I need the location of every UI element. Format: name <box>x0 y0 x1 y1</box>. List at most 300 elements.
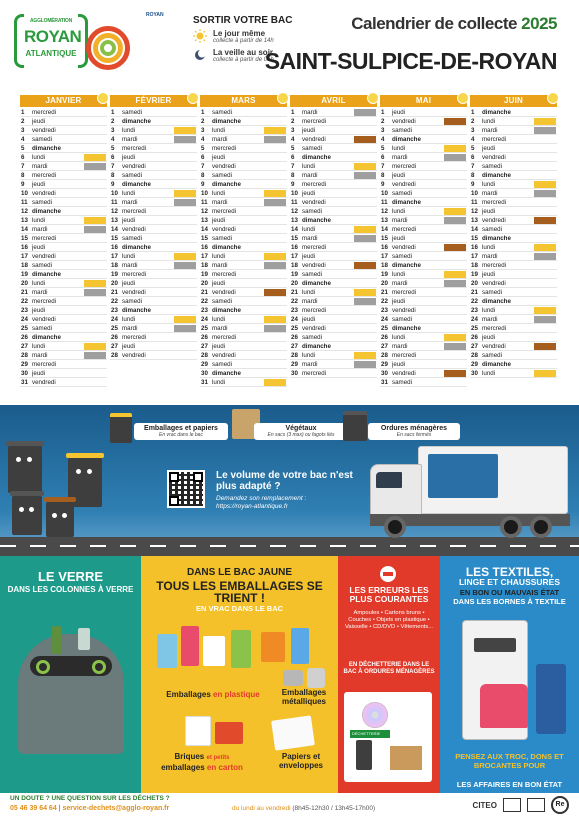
no-collection <box>354 280 376 287</box>
day-number: 21 <box>471 288 478 296</box>
yellow-bin-collection <box>174 190 196 197</box>
month-name: AVRIL <box>321 96 346 105</box>
calendar-day <box>110 108 197 117</box>
day-number: 17 <box>381 252 388 260</box>
day-number: 16 <box>471 243 478 251</box>
calendar-day <box>110 153 197 162</box>
tag-subtitle: En sacs fermés <box>396 432 432 438</box>
no-collection <box>174 181 196 188</box>
day-name: samedi <box>482 351 502 359</box>
day-number: 23 <box>291 306 298 314</box>
no-collection <box>444 226 466 233</box>
day-number: 2 <box>201 117 205 125</box>
calendar-day <box>20 351 107 360</box>
day-name: jeudi <box>392 171 406 179</box>
day-number: 20 <box>471 279 478 287</box>
calendar-day <box>380 306 467 315</box>
city-name: SAINT-SULPICE-DE-ROYAN <box>264 48 557 74</box>
calendar-day <box>380 207 467 216</box>
day-name: lundi <box>32 216 46 224</box>
bin-lid <box>66 453 104 458</box>
day-name: lundi <box>122 126 136 134</box>
header <box>0 0 579 92</box>
no-collection <box>84 316 106 323</box>
panel-textiles <box>440 556 579 793</box>
day-number: 2 <box>21 117 25 125</box>
calendar-day <box>380 270 467 279</box>
textile-bin-slot <box>474 638 516 652</box>
no-collection <box>84 145 106 152</box>
day-number: 18 <box>471 261 478 269</box>
calendar-day <box>200 198 287 207</box>
day-number: 26 <box>21 333 28 341</box>
jar-icon <box>78 628 90 650</box>
day-number: 5 <box>291 144 295 152</box>
no-collection <box>264 172 286 179</box>
day-number: 23 <box>471 306 478 314</box>
calendar-day <box>110 180 197 189</box>
calendar-day <box>380 126 467 135</box>
calendar-day <box>20 189 107 198</box>
no-collection <box>444 181 466 188</box>
day-name: vendredi <box>32 315 56 323</box>
no-collection <box>174 244 196 251</box>
day-number: 7 <box>21 162 25 170</box>
day-name: dimanche <box>32 144 61 152</box>
day-name: mardi <box>122 198 138 206</box>
sortir-item <box>193 29 301 45</box>
day-number: 11 <box>201 198 208 206</box>
calendar-day <box>20 297 107 306</box>
day-number: 24 <box>471 315 478 323</box>
no-collection <box>264 163 286 170</box>
day-number: 3 <box>381 126 385 134</box>
sortir-detail: collecte à partir de 05h <box>213 57 274 63</box>
day-number: 20 <box>291 279 298 287</box>
yellow-bin-collection <box>264 190 286 197</box>
calendar-day <box>380 324 467 333</box>
tag-vegetaux <box>254 423 348 440</box>
calendar-day <box>470 279 557 288</box>
day-number: 26 <box>381 333 388 341</box>
calendar-day <box>380 108 467 117</box>
day-name: jeudi <box>32 369 46 377</box>
yellow-bin-collection <box>264 379 286 386</box>
day-name: mercredi <box>302 369 327 377</box>
day-name: lundi <box>122 189 136 197</box>
day-name: jeudi <box>122 153 136 161</box>
no-collection <box>264 244 286 251</box>
calendar-title <box>351 14 557 34</box>
calendar-day <box>200 234 287 243</box>
day-number: 12 <box>21 207 28 215</box>
day-number: 14 <box>201 225 208 233</box>
calendar-day <box>200 171 287 180</box>
day-number: 8 <box>471 171 475 179</box>
day-number: 30 <box>201 369 208 377</box>
qr-corner <box>193 472 203 482</box>
calendar-day <box>380 297 467 306</box>
calendar-day <box>380 153 467 162</box>
logo-bottom-text: ATLANTIQUE <box>25 49 77 58</box>
calendar-day <box>20 306 107 315</box>
no-collection <box>174 343 196 350</box>
no-collection <box>84 253 106 260</box>
calendar-day <box>290 279 377 288</box>
errors-illustration <box>344 692 432 782</box>
day-name: mercredi <box>302 243 327 251</box>
no-collection <box>264 217 286 224</box>
volume-link[interactable]: https://royan-atlantique.fr <box>216 503 288 510</box>
calendar-day <box>380 171 467 180</box>
day-number: 19 <box>21 270 28 278</box>
cardboard-box-icon <box>390 746 422 770</box>
day-name: mercredi <box>302 117 327 125</box>
label-cartons-b: et petits <box>206 755 230 761</box>
calendar-day <box>110 243 197 252</box>
bin-lid <box>44 497 76 502</box>
sortir-detail: collecte à partir de 14h <box>213 38 274 44</box>
day-name: dimanche <box>392 198 421 206</box>
day-number: 28 <box>111 351 118 359</box>
grey-bin-collection <box>534 127 556 134</box>
grey-bin-collection <box>444 217 466 224</box>
no-collection <box>354 370 376 377</box>
calendar-day <box>470 369 557 378</box>
label-plastic-b: en plastique <box>213 690 260 699</box>
panel-yellow-title: DANS LE BAC JAUNE <box>186 567 292 578</box>
panel-glass-subtitle: DANS LES COLONNES À VERRE <box>7 585 134 594</box>
day-number: 8 <box>111 171 115 179</box>
jeans-icon <box>536 664 566 734</box>
no-collection <box>354 118 376 125</box>
calendar-day <box>290 171 377 180</box>
day-number: 6 <box>111 153 115 161</box>
day-name: mercredi <box>482 198 507 206</box>
calendar-day <box>200 207 287 216</box>
day-name: vendredi <box>122 225 146 233</box>
calendar-day <box>200 135 287 144</box>
no-collection <box>444 361 466 368</box>
panel-yellow-bin <box>141 556 338 793</box>
no-collection <box>174 208 196 215</box>
calendar-day <box>20 342 107 351</box>
day-name: jeudi <box>32 117 46 125</box>
day-name: dimanche <box>302 342 331 350</box>
grey-bin-collection <box>354 109 376 116</box>
day-name: samedi <box>482 288 502 296</box>
day-number: 23 <box>111 306 118 314</box>
day-name: mercredi <box>392 288 417 296</box>
day-name: dimanche <box>212 180 241 188</box>
yellow-bin-collection <box>174 127 196 134</box>
day-number: 11 <box>291 198 298 206</box>
footer <box>0 793 579 819</box>
no-collection <box>174 289 196 296</box>
tag-title: Ordures ménagères <box>380 425 448 432</box>
day-number: 15 <box>21 234 28 242</box>
day-number: 29 <box>201 360 208 368</box>
no-collection <box>534 262 556 269</box>
no-collection <box>84 118 106 125</box>
no-collection <box>84 181 106 188</box>
no-collection <box>84 172 106 179</box>
sun-icon <box>187 92 199 104</box>
day-number: 12 <box>471 207 478 215</box>
day-name: vendredi <box>392 369 416 377</box>
calendar-day <box>20 198 107 207</box>
day-name: samedi <box>482 225 502 233</box>
green-waste-collection <box>354 262 376 269</box>
day-name: mardi <box>392 279 408 287</box>
day-number: 17 <box>471 252 478 260</box>
grey-bin-collection <box>174 199 196 206</box>
calendar-day <box>110 126 197 135</box>
grey-bin-collection <box>354 361 376 368</box>
calendar-day <box>380 234 467 243</box>
garbage-truck <box>370 446 570 550</box>
yellow-bin-collection <box>534 181 556 188</box>
no-collection <box>444 307 466 314</box>
calendar-day <box>110 342 197 351</box>
no-collection <box>174 163 196 170</box>
calendar-day <box>290 288 377 297</box>
day-number: 29 <box>381 360 388 368</box>
partner-logo: ROYAN <box>146 12 164 18</box>
day-name: lundi <box>392 270 406 278</box>
day-name: dimanche <box>392 135 421 143</box>
calendar-day <box>110 333 197 342</box>
no-collection <box>444 298 466 305</box>
day-name: jeudi <box>212 216 226 224</box>
day-name: dimanche <box>302 216 331 224</box>
day-number: 14 <box>381 225 388 233</box>
day-number: 5 <box>381 144 385 152</box>
calendar-day <box>380 225 467 234</box>
day-name: mardi <box>32 288 48 296</box>
calendar-day <box>200 315 287 324</box>
day-number: 19 <box>291 270 298 278</box>
day-number: 24 <box>291 315 298 323</box>
yellow-bin-collection <box>444 145 466 152</box>
republique-logo <box>503 798 521 812</box>
day-number: 17 <box>201 252 208 260</box>
yellow-bin-collection <box>264 127 286 134</box>
day-name: mardi <box>122 261 138 269</box>
yellow-bin-collection <box>534 307 556 314</box>
day-name: mercredi <box>212 207 237 215</box>
day-number: 11 <box>111 198 118 206</box>
no-collection <box>174 298 196 305</box>
bin-eye <box>16 457 21 462</box>
day-name: mardi <box>32 225 48 233</box>
footer-email[interactable]: service-dechets@agglo-royan.fr <box>62 805 170 812</box>
calendar-day <box>380 360 467 369</box>
day-number: 3 <box>471 126 475 134</box>
dechetterie-label: DÉCHETTERIE <box>350 730 390 738</box>
sortir-label: Le jour même <box>213 29 266 38</box>
day-name: dimanche <box>482 297 511 305</box>
day-name: mardi <box>212 261 228 269</box>
bin-eye <box>27 457 32 462</box>
no-collection <box>174 352 196 359</box>
calendar-day <box>470 216 557 225</box>
no-collection <box>444 262 466 269</box>
day-name: jeudi <box>302 252 316 260</box>
textiles-condition: EN BON OU MAUVAIS ÉTAT <box>459 588 560 597</box>
day-number: 25 <box>111 324 118 332</box>
no-collection <box>174 118 196 125</box>
grey-bin-collection <box>534 190 556 197</box>
yellow-bin-collection <box>174 253 196 260</box>
day-name: samedi <box>32 198 52 206</box>
day-number: 11 <box>471 198 478 206</box>
day-number: 16 <box>381 243 388 251</box>
day-number: 10 <box>201 189 208 197</box>
day-number: 30 <box>381 369 388 377</box>
day-number: 28 <box>381 351 388 359</box>
sun-icon <box>193 29 207 43</box>
calendar-day <box>20 162 107 171</box>
calendar-day <box>470 117 557 126</box>
calendar-day <box>110 171 197 180</box>
day-number: 30 <box>291 369 298 377</box>
day-number: 9 <box>201 180 205 188</box>
day-number: 3 <box>291 126 295 134</box>
day-name: mardi <box>302 234 318 242</box>
day-number: 15 <box>111 234 118 242</box>
calendar-day <box>20 207 107 216</box>
logo-ring-green <box>100 40 116 56</box>
yellow-bin-collection <box>264 253 286 260</box>
calendar-day <box>380 243 467 252</box>
no-collection <box>534 145 556 152</box>
day-number: 18 <box>21 261 28 269</box>
bin-eye <box>19 507 24 512</box>
day-number: 20 <box>381 279 388 287</box>
panel-yellow-headline: TOUS LES EMBALLAGES SE TRIENT ! <box>156 579 323 605</box>
calendar-day <box>110 117 197 126</box>
month-header <box>290 95 377 107</box>
day-name: lundi <box>302 288 316 296</box>
calendar-day <box>20 279 107 288</box>
day-name: lundi <box>302 162 316 170</box>
calendar-day <box>110 189 197 198</box>
no-collection <box>444 289 466 296</box>
calendar-day <box>290 315 377 324</box>
sun-icon <box>277 92 289 104</box>
no-collection <box>174 172 196 179</box>
day-name: lundi <box>212 252 226 260</box>
day-number: 9 <box>381 180 385 188</box>
no-collection <box>444 172 466 179</box>
day-name: vendredi <box>212 351 236 359</box>
day-name: mercredi <box>32 108 57 116</box>
day-number: 16 <box>201 243 208 251</box>
calendar-day <box>290 198 377 207</box>
day-number: 15 <box>381 234 388 242</box>
calendar-day <box>380 288 467 297</box>
day-name: mercredi <box>32 360 57 368</box>
calendar-day <box>200 351 287 360</box>
day-number: 10 <box>471 189 478 197</box>
calendar-day <box>470 198 557 207</box>
day-number: 1 <box>201 108 205 116</box>
no-collection <box>264 226 286 233</box>
grey-bin-collection <box>84 226 106 233</box>
citeo-logo: CITEO <box>472 800 497 810</box>
calendar-day <box>20 108 107 117</box>
day-number: 12 <box>201 207 208 215</box>
calendar-day <box>20 216 107 225</box>
day-name: mardi <box>302 360 318 368</box>
day-name: jeudi <box>122 342 136 350</box>
no-collection <box>354 127 376 134</box>
day-number: 30 <box>21 369 28 377</box>
day-name: lundi <box>32 342 46 350</box>
day-name: mardi <box>392 342 408 350</box>
plastic-container-icon <box>203 636 225 666</box>
no-collection <box>444 136 466 143</box>
calendar-day <box>200 297 287 306</box>
day-number: 16 <box>21 243 28 251</box>
day-number: 26 <box>111 333 118 341</box>
no-collection <box>174 307 196 314</box>
no-collection <box>444 253 466 260</box>
day-number: 8 <box>291 171 295 179</box>
no-collection <box>534 163 556 170</box>
day-number: 3 <box>201 126 205 134</box>
day-name: vendredi <box>302 198 326 206</box>
no-collection <box>264 298 286 305</box>
calendar-day <box>110 261 197 270</box>
day-number: 28 <box>21 351 28 359</box>
day-number: 18 <box>381 261 388 269</box>
calendar-day <box>290 252 377 261</box>
day-name: jeudi <box>32 180 46 188</box>
day-number: 8 <box>21 171 25 179</box>
day-name: dimanche <box>482 360 511 368</box>
day-number: 21 <box>21 288 28 296</box>
day-name: vendredi <box>302 135 326 143</box>
day-name: mardi <box>302 108 318 116</box>
day-name: mercredi <box>32 234 57 242</box>
green-waste-collection <box>534 343 556 350</box>
yellow-bin-collection <box>354 289 376 296</box>
footer-hours <box>232 805 375 812</box>
qr-code[interactable] <box>167 470 205 508</box>
calendar-day <box>470 297 557 306</box>
collection-calendar <box>20 95 558 400</box>
day-number: 7 <box>111 162 115 170</box>
day-name: jeudi <box>212 279 226 287</box>
day-number: 6 <box>21 153 25 161</box>
grey-bin-collection <box>534 316 556 323</box>
day-number: 20 <box>111 279 118 287</box>
day-number: 22 <box>201 297 208 305</box>
day-number: 14 <box>291 225 298 233</box>
label-cartons-c: emballages <box>161 763 205 772</box>
no-collection <box>264 145 286 152</box>
calendar-day <box>200 108 287 117</box>
footer-phone[interactable]: 05 46 39 64 64 <box>10 805 57 812</box>
day-number: 16 <box>111 243 118 251</box>
calendar-day <box>200 288 287 297</box>
trash-bin-icon <box>356 740 372 770</box>
day-number: 19 <box>381 270 388 278</box>
grey-bin-character <box>8 445 42 493</box>
month-column <box>290 95 377 400</box>
